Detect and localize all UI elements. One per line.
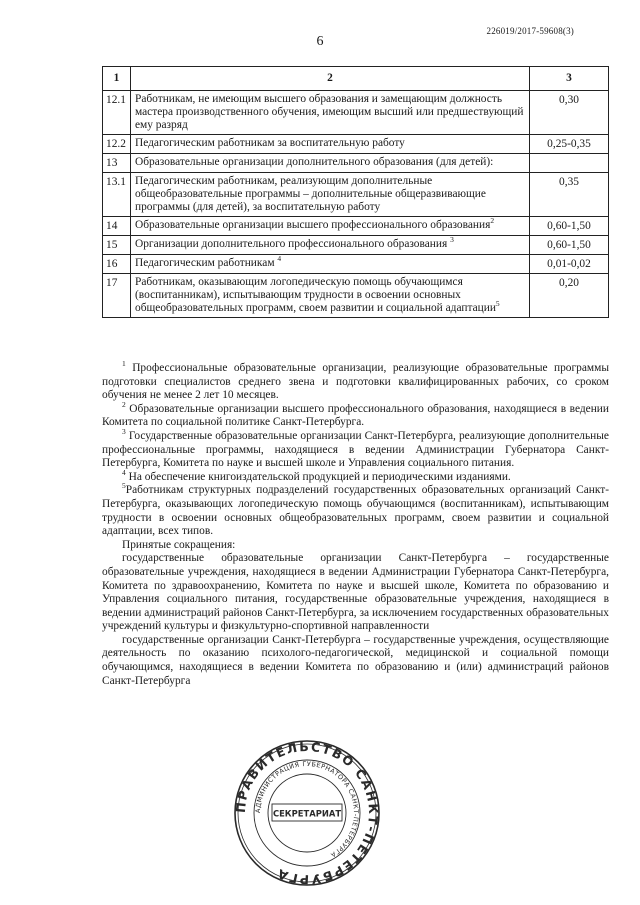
row-description: Организации дополнительного профессионального образования [135, 238, 451, 250]
footnote-reference: 4 [277, 254, 282, 264]
row-description: Педагогическим работникам [135, 257, 278, 269]
abbreviation-item: государственные организации Санкт-Петербурга – государственные учреждения, осуществляющие деятельность по оказанию психолого-педагогической, медицинской и социальной помощи обучающимся, находящиеся в ведении Комитета по образованию и (или) администраций районов Санкт-Петербурга [102, 633, 609, 687]
footnote-text: Государственные образовательные организации Санкт-Петербурга, реализующие дополнительные профессиональные программы, находящиеся в ведении Администрации Губернатора Санкт-Петербурга, Комитета по науке и высшей школе и Управления социального питания. [102, 429, 609, 470]
footnote-mark: 1 [122, 359, 126, 369]
row-number: 15 [103, 236, 131, 255]
row-coefficient: 0,30 [530, 91, 609, 135]
table-row [103, 255, 609, 274]
row-coefficient: 0,35 [530, 173, 609, 217]
table-row [103, 274, 609, 318]
row-number: 17 [103, 274, 131, 318]
stamp-inner-text: АДМИНИСТРАЦИЯ ГУБЕРНАТОРА САНКТ-ПЕТЕРБУРГА [253, 759, 361, 860]
abbreviation-item: государственные образовательные организации Санкт-Петербурга – государственные образовательные учреждения, находящиеся в ведении Администрации Губернатора Санкт-Петербурга, Комитета по здравоохранению, Комитета по науке и высшей школе, Комитета по образованию и Управления социального питания, государственные образовательные учреждения, находящиеся в ведении администраций районов Санкт-Петербурга, за исключением государственных образовательных учреждений культуры и физкультурно-спортивной направленности [102, 552, 609, 633]
stamp-outer-text: ПРАВИТЕЛЬСТВО САНКТ-ПЕТЕРБУРГА [232, 738, 382, 888]
column-header-1: 1 [103, 67, 131, 91]
table-row [103, 154, 609, 173]
abbreviations-heading: Принятые сокращения: [122, 538, 236, 551]
footnotes [102, 359, 609, 539]
footnote [102, 481, 609, 538]
table-row [103, 135, 609, 154]
document-number: 226019/2017-59608(3) [486, 26, 574, 36]
footnote [102, 399, 609, 430]
row-coefficient: 0,01-0,02 [530, 255, 609, 274]
page-number: 6 [316, 34, 324, 49]
row-description-cell [131, 236, 530, 255]
row-description-cell [131, 217, 530, 236]
footnote [102, 359, 609, 403]
table-row [103, 236, 609, 255]
secretariat-stamp [232, 738, 382, 888]
row-description: Педагогическим работникам, реализующим дополнительные общеобразовательные программы – дополнительные общеразвивающие программы (для детей), за воспитательную работу [135, 175, 486, 213]
row-description: Работникам, оказывающим логопедическую помощь обучающимся (воспитанникам), испытывающим трудности в освоении основных общеобразовательных программ, своем развитии и социальной адаптации [135, 276, 496, 314]
footnote-text: Профессиональные образовательные организации, реализующие образовательные программы подготовки специалистов среднего звена и подготовки квалифицированных рабочих, со сроком обучения не менее 2 лет 10 месяцев. [102, 362, 609, 402]
row-number: 13.1 [103, 173, 131, 217]
row-description-cell [131, 173, 530, 217]
row-description: Работникам, не имеющим высшего образования и замещающим должность мастера производственного обучения, имеющим высший или предшествующий ему разряд [135, 93, 524, 131]
column-header-2: 2 [131, 67, 530, 91]
row-description: Педагогическим работникам за воспитательную работу [135, 137, 405, 149]
row-coefficient: 0,60-1,50 [530, 217, 609, 236]
footnote-text: Образовательные организации высшего профессионального образования, находящиеся в ведении Комитета по социальной политике Санкт-Петербурга. [102, 402, 609, 429]
table-row [103, 217, 609, 236]
row-number: 13 [103, 154, 131, 173]
stamp-center-text: СЕКРЕТАРИАТ [272, 808, 342, 819]
row-number: 16 [103, 255, 131, 274]
row-description: Образовательные организации дополнительного образования (для детей): [135, 156, 494, 168]
coefficients-table [102, 66, 609, 318]
row-description-cell [131, 91, 530, 135]
row-description-cell [131, 274, 530, 318]
table-row [103, 91, 609, 135]
row-coefficient [530, 154, 609, 173]
footnote-text: Работникам структурных подразделений государственных образовательных организаций Санкт-Петербурга, оказывающих логопедическую помощь обучающимся (воспитанникам), испытывающим трудности в освоении основных общеобразовательных программ, своем развитии и социальной адаптации, всех типов. [102, 484, 609, 538]
footnote-mark: 5 [122, 481, 126, 491]
row-description: Образовательные организации высшего профессионального образования [135, 219, 491, 231]
footnote-reference: 5 [495, 299, 500, 309]
notes-section [102, 359, 609, 688]
footnote [102, 467, 609, 485]
row-coefficient: 0,60-1,50 [530, 236, 609, 255]
footnote [102, 427, 609, 471]
footnote-text: На обеспечение книгоиздательской продукцией и периодическими изданиями. [125, 470, 511, 483]
row-number: 12.1 [103, 91, 131, 135]
footnote-reference: 2 [490, 216, 495, 226]
footnote-mark: 4 [122, 467, 126, 477]
row-description-cell [131, 154, 530, 173]
table-header-row [103, 67, 609, 91]
footnote-mark: 2 [122, 399, 126, 409]
footnote-reference: 3 [450, 235, 454, 245]
column-header-3: 3 [530, 67, 609, 91]
row-description-cell [131, 255, 530, 274]
row-number: 12.2 [103, 135, 131, 154]
row-coefficient: 0,20 [530, 274, 609, 318]
row-number: 14 [103, 217, 131, 236]
row-coefficient: 0,25-0,35 [530, 135, 609, 154]
row-description-cell [131, 135, 530, 154]
footnote-mark: 3 [122, 427, 126, 437]
table-row [103, 173, 609, 217]
